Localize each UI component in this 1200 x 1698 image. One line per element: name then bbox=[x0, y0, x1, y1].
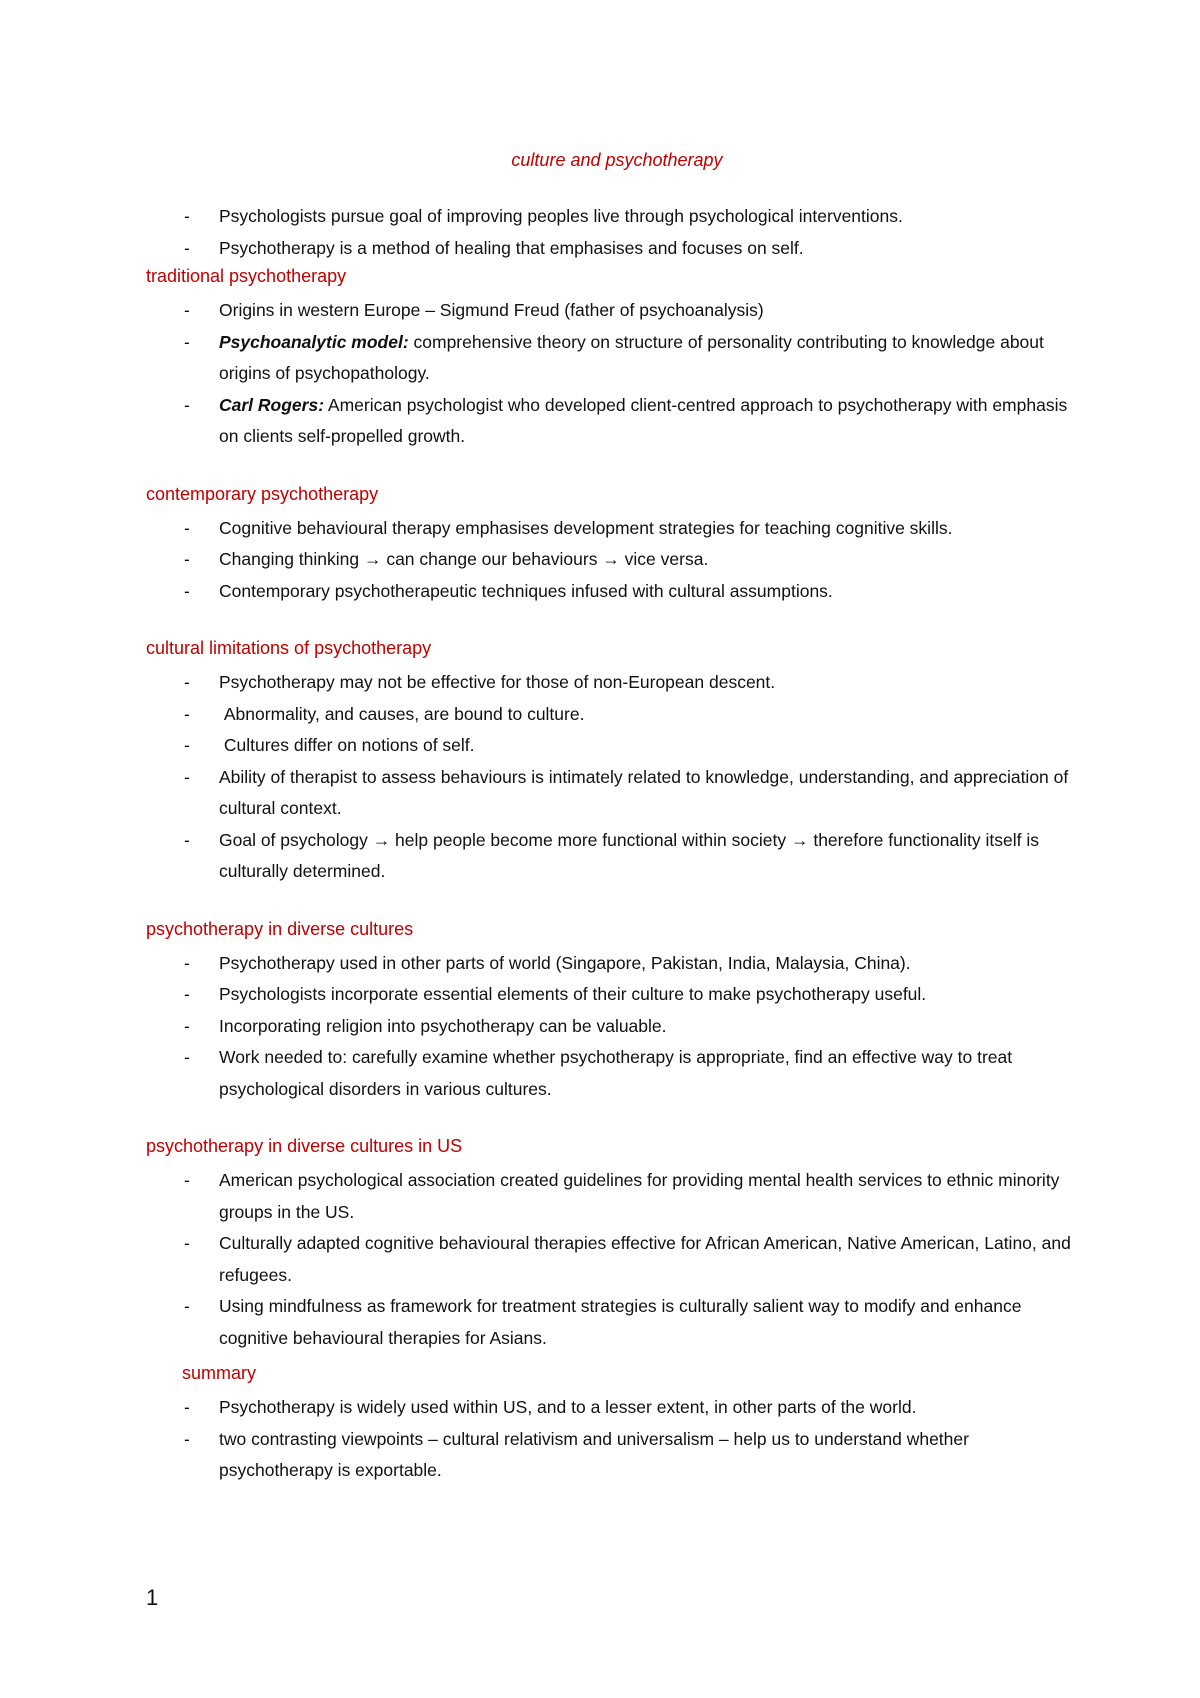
bullet-dash: - bbox=[184, 829, 190, 850]
list-item bbox=[146, 327, 1076, 390]
section-diverse-cultures-us bbox=[146, 1134, 1076, 1354]
bullet-dash: - bbox=[184, 766, 190, 787]
bullet-list bbox=[146, 513, 1076, 608]
list-item bbox=[146, 979, 1076, 1011]
list-item bbox=[146, 513, 1076, 545]
section-cultural-limitations bbox=[146, 636, 1076, 888]
bullet-dash: - bbox=[184, 331, 190, 352]
list-item bbox=[146, 576, 1076, 608]
bullet-list bbox=[146, 667, 1076, 888]
bullet-term: Carl Rogers: bbox=[219, 394, 325, 415]
bullet-dash: - bbox=[184, 300, 190, 320]
bullet-dash: - bbox=[184, 1428, 190, 1449]
bullet-dash: - bbox=[184, 1296, 190, 1316]
bullet-text: American psychologist who developed client-centred approach to psychotherapy with emphasis on clients self-propelled growth. bbox=[219, 394, 1068, 446]
list-item bbox=[146, 544, 1076, 576]
bullet-dash: - bbox=[184, 580, 190, 601]
bullet-text: two contrasting viewpoints – cultural relativism and universalism – help us to understand whether psychotherapy is exportable. bbox=[219, 1428, 969, 1480]
list-item bbox=[146, 1228, 1076, 1291]
bullet-dash: - bbox=[184, 1397, 190, 1417]
document-title: culture and psychotherapy bbox=[511, 150, 723, 170]
section-traditional-psychotherapy bbox=[146, 264, 1076, 453]
bullet-text: Origins in western Europe – Sigmund Freud (father of psychoanalysis) bbox=[219, 300, 764, 320]
list-item bbox=[146, 948, 1076, 980]
bullet-dash: - bbox=[184, 394, 190, 415]
section-heading: psychotherapy in diverse cultures in US bbox=[146, 1136, 463, 1156]
bullet-text: Cultures differ on notions of self. bbox=[219, 735, 475, 755]
list-item bbox=[146, 667, 1076, 699]
list-item bbox=[146, 201, 1076, 233]
section-diverse-cultures bbox=[146, 917, 1076, 1106]
bullet-list bbox=[146, 295, 1076, 453]
list-item bbox=[146, 730, 1076, 762]
bullet-dash: - bbox=[184, 1170, 190, 1190]
bullet-text: Psychotherapy used in other parts of world (Singapore, Pakistan, India, Malaysia, China). bbox=[219, 952, 911, 973]
bullet-text: Culturally adapted cognitive behavioural therapies effective for African American, Native American, Latino, and refugees. bbox=[219, 1233, 1071, 1285]
section-heading: contemporary psychotherapy bbox=[146, 483, 379, 504]
bullet-text: Psychologists pursue goal of improving peoples live through psychological interventions. bbox=[219, 206, 903, 226]
list-item bbox=[146, 1011, 1076, 1043]
bullet-term: Psychoanalytic model: bbox=[219, 331, 409, 352]
bullet-dash: - bbox=[184, 672, 190, 692]
bullet-list bbox=[146, 948, 1076, 1106]
bullet-dash: - bbox=[184, 206, 190, 226]
document-content bbox=[146, 148, 1076, 1516]
bullet-text: Goal of psychology → help people become more functional within society → therefore functionality itself is culturally determined. bbox=[219, 829, 1040, 881]
bullet-text: Incorporating religion into psychotherapy can be valuable. bbox=[219, 1015, 667, 1036]
list-item bbox=[146, 762, 1076, 825]
list-item bbox=[146, 390, 1076, 453]
list-item bbox=[146, 699, 1076, 731]
bullet-text: comprehensive theory on structure of personality contributing to knowledge about origins of psychopathology. bbox=[219, 331, 1044, 383]
bullet-text: Cognitive behavioural therapy emphasises development strategies for teaching cognitive skills. bbox=[219, 517, 953, 538]
bullet-text: Psychologists incorporate essential elements of their culture to make psychotherapy useful. bbox=[219, 984, 927, 1004]
bullet-text: Abnormality, and causes, are bound to culture. bbox=[219, 703, 585, 724]
bullet-dash: - bbox=[184, 735, 190, 755]
bullet-list bbox=[146, 1392, 1076, 1487]
bullet-dash: - bbox=[184, 952, 190, 973]
bullet-text: Using mindfulness as framework for treatment strategies is culturally salient way to modify and enhance cognitive behavioural therapies for Asians. bbox=[219, 1296, 1022, 1348]
bullet-dash: - bbox=[184, 703, 190, 724]
bullet-dash: - bbox=[184, 1015, 190, 1036]
section-contemporary-psychotherapy bbox=[146, 482, 1076, 608]
bullet-dash: - bbox=[184, 517, 190, 538]
bullet-text: American psychological association created guidelines for providing mental health services to ethnic minority groups in the US. bbox=[219, 1170, 1060, 1222]
section-heading: cultural limitations of psychotherapy bbox=[146, 638, 432, 658]
list-item bbox=[146, 295, 1076, 327]
bullet-text: Ability of therapist to assess behaviours is intimately related to knowledge, understanding, and appreciation of cultural context. bbox=[219, 766, 1069, 818]
section-heading: traditional psychotherapy bbox=[146, 266, 347, 286]
bullet-text: Psychotherapy is widely used within US, and to a lesser extent, in other parts of the world. bbox=[219, 1397, 917, 1417]
bullet-text: Work needed to: carefully examine whether psychotherapy is appropriate, find an effective way to treat psychological disorders in various cultures. bbox=[219, 1047, 1013, 1099]
section-heading: summary bbox=[182, 1363, 257, 1383]
list-item bbox=[146, 1042, 1076, 1105]
bullet-dash: - bbox=[184, 1047, 190, 1067]
list-item bbox=[146, 825, 1076, 888]
list-item bbox=[146, 1165, 1076, 1228]
bullet-text: Contemporary psychotherapeutic techniques infused with cultural assumptions. bbox=[219, 580, 833, 601]
bullet-dash: - bbox=[184, 1233, 190, 1253]
bullet-dash: - bbox=[184, 984, 190, 1004]
bullet-text: Changing thinking → can change our behaviours → vice versa. bbox=[219, 549, 709, 569]
bullet-list bbox=[146, 1165, 1076, 1354]
list-item bbox=[146, 1424, 1076, 1487]
list-item bbox=[146, 1392, 1076, 1424]
bullet-text: Psychotherapy is a method of healing that emphasises and focuses on self. bbox=[219, 237, 804, 258]
intro-list bbox=[146, 201, 1076, 264]
list-item bbox=[146, 1291, 1076, 1354]
list-item bbox=[146, 233, 1076, 265]
section-summary bbox=[146, 1361, 1076, 1487]
bullet-text: Psychotherapy may not be effective for those of non-European descent. bbox=[219, 672, 776, 692]
section-heading: psychotherapy in diverse cultures bbox=[146, 918, 414, 939]
bullet-dash: - bbox=[184, 549, 190, 569]
page-number: 1 bbox=[146, 1585, 159, 1610]
bullet-dash: - bbox=[184, 237, 190, 258]
